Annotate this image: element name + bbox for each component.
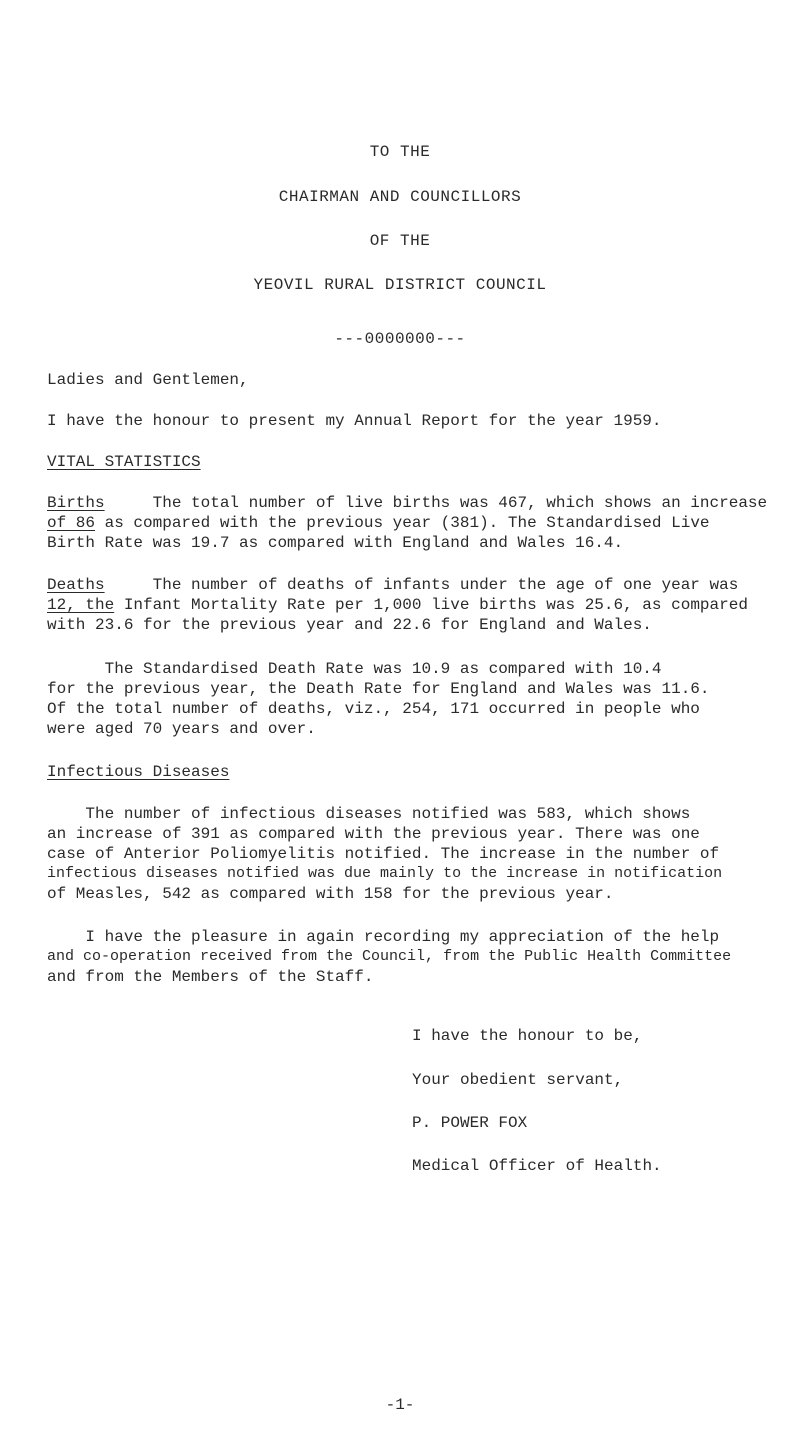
address-line-chairman: CHAIRMAN AND COUNCILLORS — [278, 188, 522, 206]
births-label: Births — [47, 494, 105, 512]
infectious-line5: of Measles, 542 as compared with 158 for the previous year. — [47, 885, 614, 903]
separator-line: ---0000000--- — [334, 330, 466, 348]
deaths-label: Deaths — [47, 576, 105, 594]
appreciation-line2: and co-operation received from the Council, from the Public Health Committee — [47, 948, 732, 965]
infectious-line3: case of Anterior Poliomyelitis notified. The increase in the number of — [47, 845, 720, 863]
infectious-line4: infectious diseases notified was due mainly to the increase in notification — [47, 865, 723, 882]
standardised-line2: for the previous year, the Death Rate for England and Wales was 11.6. — [47, 680, 710, 698]
signatory-name: P. POWER FOX — [412, 1114, 528, 1132]
vital-statistics-heading: VITAL STATISTICS — [47, 453, 201, 471]
standardised-paragraph — [47, 659, 787, 739]
appreciation-line1: I have the pleasure in again recording my appreciation of the help — [47, 928, 720, 946]
infectious-paragraph — [47, 804, 787, 904]
address-line-council: YEOVIL RURAL DISTRICT COUNCIL — [253, 276, 547, 294]
address-line-to-the: TO THE — [369, 143, 431, 161]
infectious-diseases-heading: Infectious Diseases — [47, 763, 230, 781]
deaths-paragraph — [47, 575, 787, 635]
standardised-line4: were aged 70 years and over. — [47, 720, 316, 738]
standardised-line3: Of the total number of deaths, viz., 254, 171 occurred in people who — [47, 700, 700, 718]
appreciation-paragraph — [47, 927, 787, 987]
signatory-title: Medical Officer of Health. — [412, 1157, 662, 1175]
closing-honour: I have the honour to be, — [412, 1027, 643, 1045]
deaths-text-line2: Infant Mortality Rate per 1,000 live births was 25.6, as compared — [114, 596, 748, 614]
births-paragraph — [47, 493, 787, 553]
salutation: Ladies and Gentlemen, — [47, 371, 249, 389]
deaths-text-line3: with 23.6 for the previous year and 22.6 for England and Wales. — [47, 616, 652, 634]
births-increase-number: of 86 — [47, 514, 96, 532]
births-text-line2: as compared with the previous year (381). The Standardised Live — [95, 514, 710, 532]
standardised-line1: The Standardised Death Rate was 10.9 as compared with 10.4 — [47, 660, 662, 678]
births-text-line3: Birth Rate was 19.7 as compared with England and Wales 16.4. — [47, 534, 624, 552]
closing-servant: Your obedient servant, — [412, 1071, 624, 1089]
deaths-text-line1: The number of deaths of infants under the age of one year was — [104, 576, 739, 594]
appreciation-line3: and from the Members of the Staff. — [47, 968, 374, 986]
births-text-line1: The total number of live births was 467, which shows an increase — [104, 494, 768, 512]
infectious-line2: an increase of 391 as compared with the previous year. There was one — [47, 825, 700, 843]
infectious-line1: The number of infectious diseases notified was 583, which shows — [47, 805, 691, 823]
page-number: -1- — [385, 1396, 415, 1414]
address-line-of-the: OF THE — [369, 232, 431, 250]
deaths-infant-number: 12, the — [47, 596, 115, 614]
intro-text: I have the honour to present my Annual Report for the year 1959. — [47, 412, 662, 430]
